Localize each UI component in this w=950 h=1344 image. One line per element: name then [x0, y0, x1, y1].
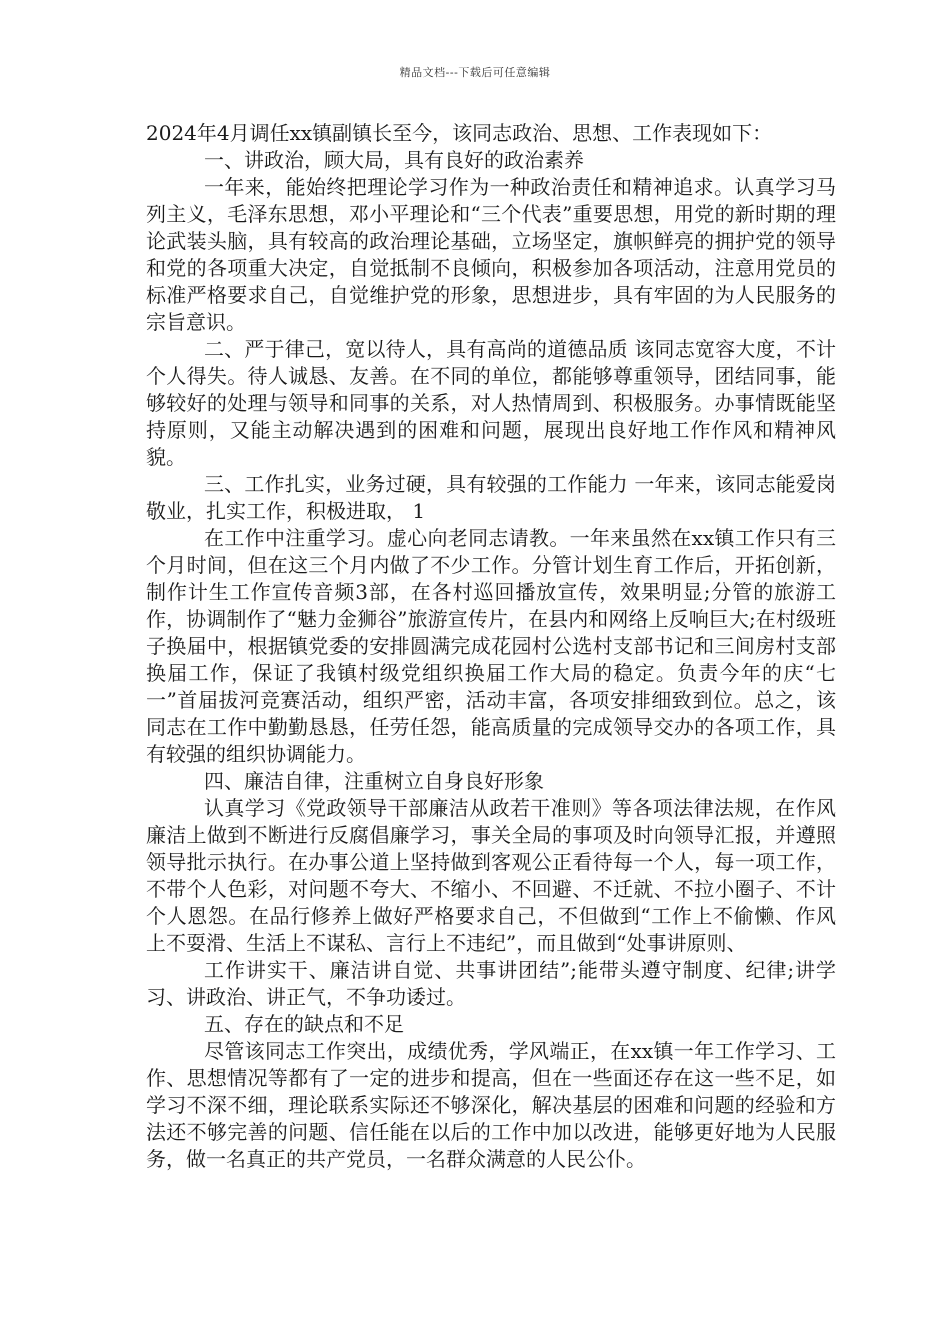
paragraph-work-details: 在工作中注重学习。虚心向老同志请教。一年来虽然在xx镇工作只有三个月时间，但在这三个月内做了不少工作。分管计划生育工作后，开拓创新，制作计生工作宣传音频3部，在各村巡回播放宣传，效果明显;分管的旅游工作，协调制作了“魅力金狮谷”旅游宣传片，在县内和网络上反响巨大;在村级班子换届中，根据镇党委的安排圆满完成花园村公选村支部书记和三间房村支部换届工作，保证了我镇村级党组织换届工作大局的稳定。负责今年的庆“七一”首届拔河竞赛活动，组织严密，活动丰富，各项安排细致到位。总之，该同志在工作中勤勤恳恳，任劳任怨，能高质量的完成领导交办的各项工作，具有较强的组织协调能力。	[146, 526, 836, 766]
paragraph-integrity-continued: 工作讲实干、廉洁讲自觉、共事讲团结”;能带头遵守制度、纪律;讲学习、讲政治、讲正气，不争功诿过。	[146, 958, 836, 1009]
paragraph-intro: 2024年4月调任xx镇副镇长至今，该同志政治、思想、工作表现如下：	[146, 121, 773, 145]
document-body	[146, 120, 836, 1173]
section-heading-5: 五、存在的缺点和不足	[204, 1012, 404, 1036]
paragraph-integrity: 认真学习《党政领导干部廉洁从政若干准则》等各项法律法规，在作风廉洁上做到不断进行反腐倡廉学习，事关全局的事项及时向领导汇报，并遵照领导批示执行。在办事公道上坚持做到客观公正看待每一个人，每一项工作，不带个人色彩，对问题不夸大、不缩小、不回避、不迁就、不拉小圈子、不计个人恩怨。在品行修养上做好严格要求自己，不但做到“工作上不偷懒、作风上不耍滑、生活上不谋私、言行上不违纪”，而且做到“处事讲原则、	[146, 796, 836, 955]
section-heading-1: 一、讲政治，顾大局，具有良好的政治素养	[204, 148, 584, 172]
section-heading-2-paragraph: 二、严于律己，宽以待人，具有高尚的道德品质 该同志宽容大度，不计个人得失。待人诚恳、友善。在不同的单位，都能够尊重领导，团结同事，能够较好的处理与领导和同事的关系，对人热情周到、积极服务。办事情既能坚持原则，又能主动解决遇到的困难和问题，展现出良好地工作作风和精神风貌。	[146, 337, 836, 469]
section-heading-3-paragraph: 三、工作扎实，业务过硬，具有较强的工作能力 一年来，该同志能爱岗敬业，扎实工作，积极进取， 1	[146, 472, 836, 523]
section-heading-4: 四、廉洁自律，注重树立自身良好形象	[204, 769, 544, 793]
page-header: 精品文档---下载后可任意编辑	[399, 66, 551, 79]
paragraph-shortcomings: 尽管该同志工作突出，成绩优秀，学风端正，在xx镇一年工作学习、工作、思想情况等都有了一定的进步和提高，但在一些面还存在这一些不足，如学习不深不细，理论联系实际还不够深化，解决基层的困难和问题的经验和方法还不够完善的问题、信任能在以后的工作中加以改进，能够更好地为人民服务，做一名真正的共产党员，一名群众满意的人民公仆。	[146, 1039, 836, 1171]
paragraph-politics: 一年来，能始终把理论学习作为一种政治责任和精神追求。认真学习马列主义，毛泽东思想，邓小平理论和“三个代表”重要思想，用党的新时期的理论武装头脑，具有较高的政治理论基础，立场坚定，旗帜鲜亮的拥护党的领导和党的各项重大决定，自觉抵制不良倾向，积极参加各项活动，注意用党员的标准严格要求自己，自觉维护党的形象，思想进步，具有牢固的为人民服务的宗旨意识。	[146, 175, 836, 334]
